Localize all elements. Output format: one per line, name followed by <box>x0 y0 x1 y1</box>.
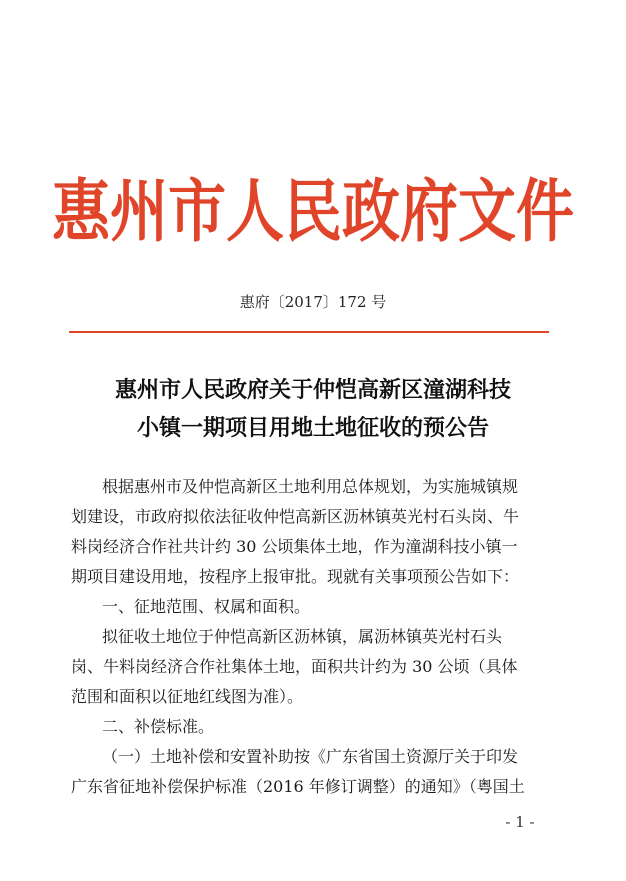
document-number: 惠府〔2017〕172 号 <box>239 293 387 311</box>
body-line: 料岗经济合作社共计约 30 公顷集体土地，作为潼湖科技小镇一 <box>71 537 518 556</box>
body-line: 根据惠州市及仲恺高新区土地利用总体规划，为实施城镇规 <box>102 477 519 496</box>
body-line: 范围和面积以征地红线图为准）。 <box>71 687 304 706</box>
document-masthead: 惠州市人民政府文件 <box>51 171 574 252</box>
section-heading: 一、征地范围、权属和面积。 <box>102 597 311 616</box>
body-line: 广东省征地补偿保护标准（2016 年修订调整）的通知》（粤国土 <box>71 777 525 796</box>
red-divider <box>69 331 549 333</box>
body-line: （一）土地补偿和安置补助按《广东省国土资源厅关于印发 <box>102 747 519 766</box>
announcement-title <box>40 372 586 448</box>
body-line: 拟征收土地位于仲恺高新区沥林镇，属沥林镇英光村石头 <box>102 627 503 646</box>
body-line: 划建设，市政府拟依法征收仲恺高新区沥林镇英光村石头岗、牛 <box>71 507 520 526</box>
section-heading: 二、补偿标准。 <box>102 717 215 736</box>
page-number: - 1 - <box>505 813 535 831</box>
body-line: 岗、牛料岗经济合作社集体土地，面积共计约为 30 公顷（具体 <box>71 657 518 676</box>
body-text <box>71 472 561 802</box>
title-line-1: 惠州市人民政府关于仲恺高新区潼湖科技 <box>114 378 511 403</box>
body-line: 期项目建设用地，按程序上报审批。现就有关事项预公告如下： <box>71 567 520 586</box>
title-line-2: 小镇一期项目用地土地征收的预公告 <box>136 416 489 441</box>
